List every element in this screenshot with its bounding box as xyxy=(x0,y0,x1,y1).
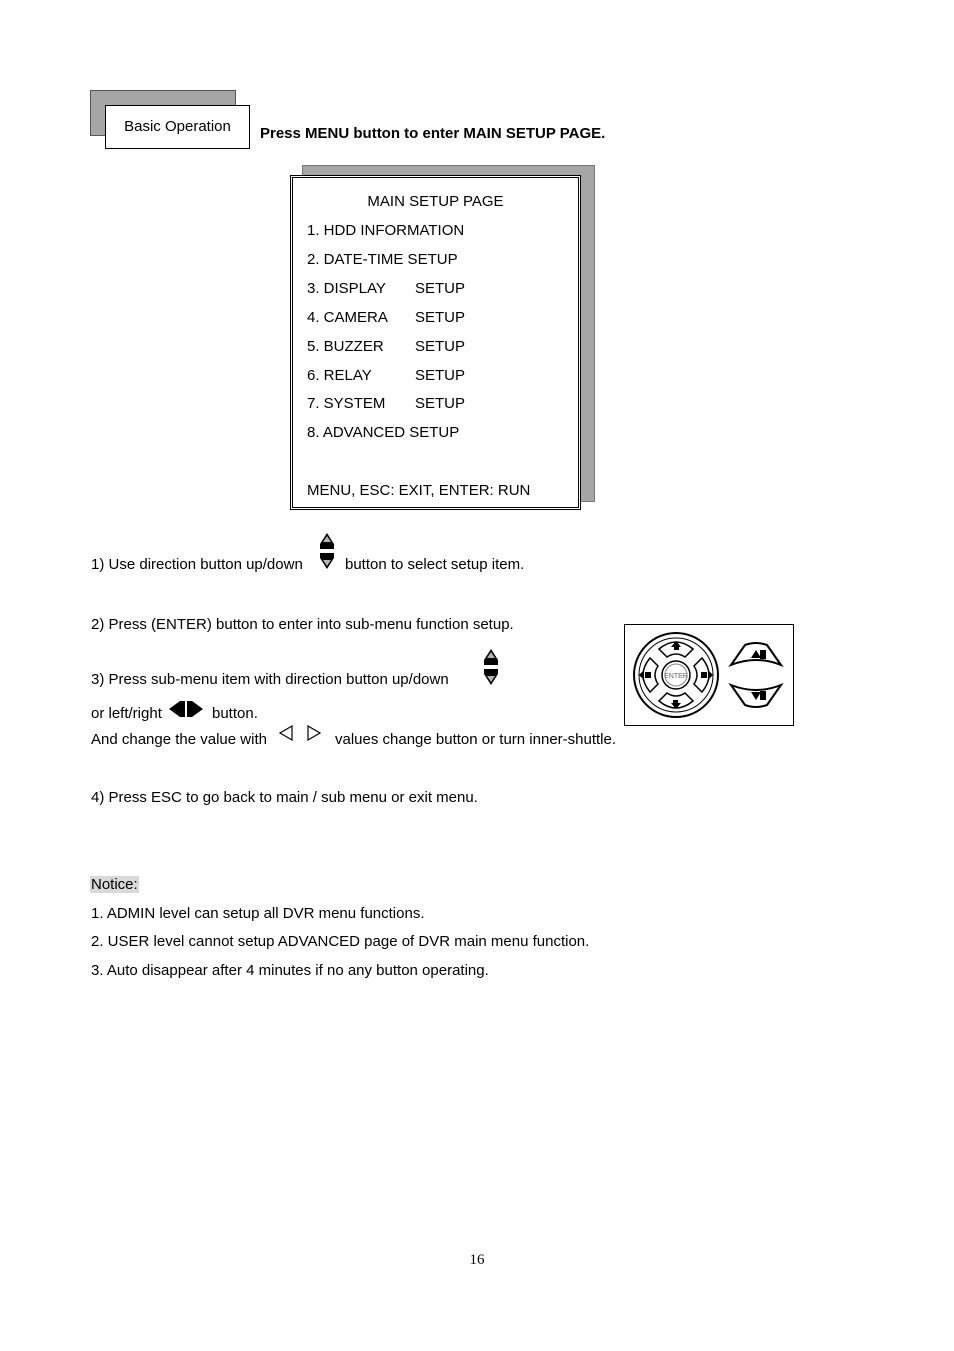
menu-item-buzzer: 5. BUZZER SETUP xyxy=(307,338,466,355)
notice-heading: Notice: xyxy=(91,876,138,893)
step-3: 3) Press sub-menu item with direction button up/down xyxy=(91,671,449,688)
step-3-button: button. xyxy=(212,705,258,722)
section-tab: Basic Operation xyxy=(105,105,250,149)
menu-item-relay: 6. RELAY SETUP xyxy=(307,367,466,384)
step-3-left-right: or left/right xyxy=(91,705,162,722)
menu-item-advanced: 8. ADVANCED SETUP xyxy=(307,424,460,441)
page-number: 16 xyxy=(469,1252,485,1268)
menu-item-display: 3. DISPLAY SETUP xyxy=(307,280,466,297)
menu-item-hdd: 1. HDD INFORMATION xyxy=(307,222,465,239)
menu-title: MAIN SETUP PAGE xyxy=(367,193,504,210)
up-down-arrows-icon xyxy=(318,532,336,570)
step-3-change-value-cont: values change button or turn inner-shuttle. xyxy=(335,731,617,748)
step-1: 1) Use direction button up/down xyxy=(91,556,303,573)
step-1-cont: button to select setup item. xyxy=(345,556,525,573)
step-2: 2) Press (ENTER) button to enter into sub-menu function setup. xyxy=(91,616,514,633)
main-setup-menu xyxy=(290,175,581,510)
page-heading: Press MENU button to enter MAIN SETUP PAGE. xyxy=(260,125,606,142)
step-4: 4) Press ESC to go back to main / sub menu or exit menu. xyxy=(91,789,478,806)
left-right-arrows-icon xyxy=(168,700,204,718)
menu-footer: MENU, ESC: EXIT, ENTER: RUN xyxy=(307,482,531,499)
enter-key-label: ENTER xyxy=(664,673,688,680)
menu-item-camera: 4. CAMERA SETUP xyxy=(307,309,466,326)
step-3-change-value: And change the value with xyxy=(91,731,267,748)
notice-item-3: 3. Auto disappear after 4 minutes if no any button operating. xyxy=(91,962,489,979)
menu-item-system: 7. SYSTEM SETUP xyxy=(307,395,466,412)
notice-item-1: 1. ADMIN level can setup all DVR menu functions. xyxy=(91,905,425,922)
up-down-arrows-icon xyxy=(482,648,500,686)
menu-item-datetime: 2. DATE-TIME SETUP xyxy=(307,251,458,268)
direction-buttons-figure xyxy=(624,624,794,726)
notice-item-2: 2. USER level cannot setup ADVANCED page of DVR main menu function. xyxy=(91,933,590,950)
value-change-arrows-icon xyxy=(278,724,324,742)
